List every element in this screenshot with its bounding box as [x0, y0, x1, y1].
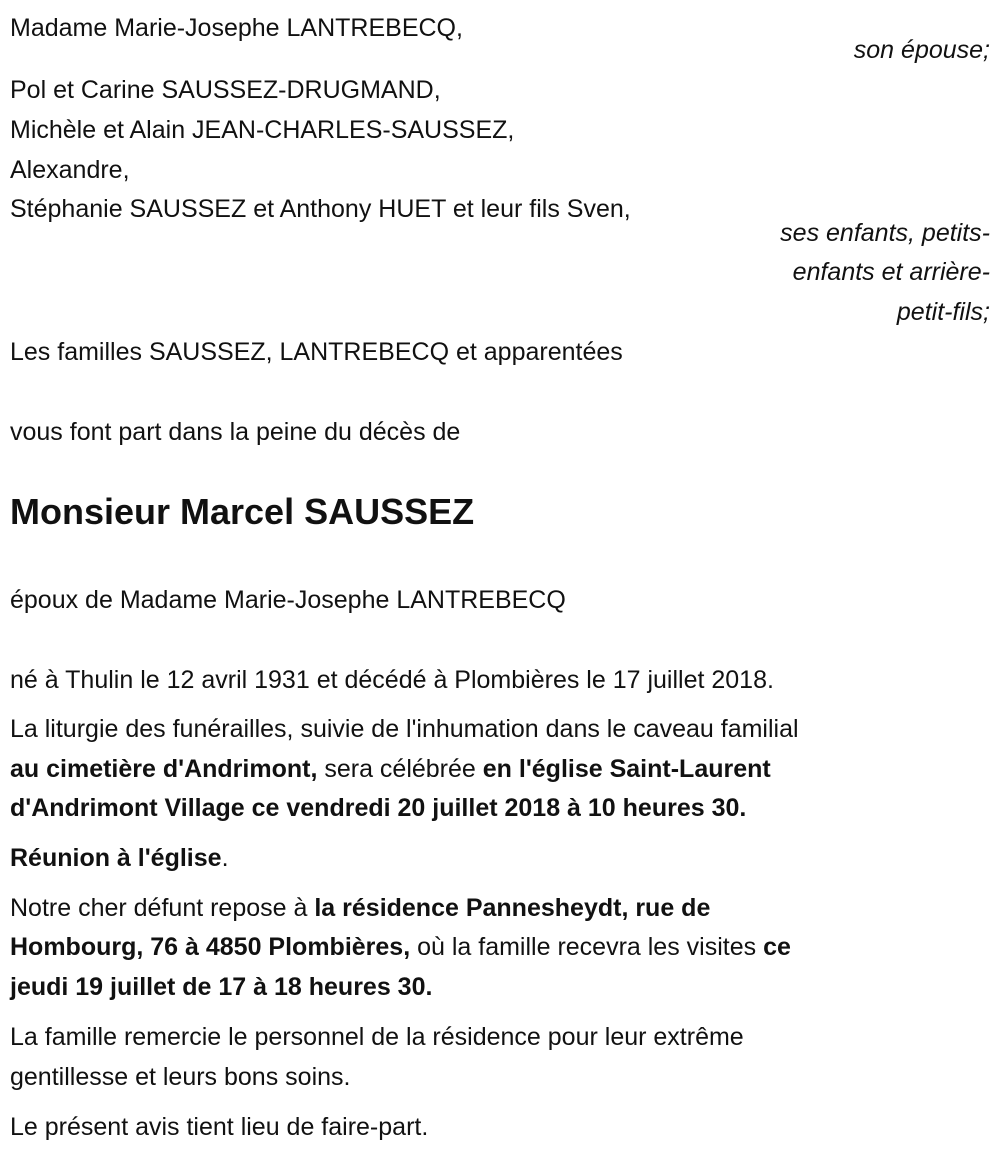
thanks-line: gentillesse et leurs bons soins. — [10, 1063, 351, 1091]
residence: la résidence Pannesheydt, rue de — [314, 894, 711, 922]
church: en l'église Saint-Laurent — [482, 755, 771, 783]
announce-line: vous font part dans la peine du décès de — [10, 418, 461, 446]
child-line: Michèle et Alain JEAN-CHARLES-SAUSSEZ, — [10, 116, 515, 144]
child-line: Alexandre, — [10, 156, 130, 184]
child-line: Stéphanie SAUSSEZ et Anthony HUET et leur fils Sven, — [10, 195, 631, 223]
spouse-line: Madame Marie-Josephe LANTREBECQ, — [10, 14, 463, 42]
children-role: petit-fils; — [896, 298, 990, 326]
liturgy-line — [10, 749, 771, 789]
rest-text: où la famille recevra les visites — [410, 933, 764, 961]
visit-time: jeudi 19 juillet de 17 à 18 heures 30. — [10, 973, 433, 1001]
thanks-line: La famille remercie le personnel de la résidence pour leur extrême — [10, 1023, 744, 1051]
liturgy-line — [10, 788, 746, 828]
visit-time: ce — [763, 933, 791, 961]
children-role: enfants et arrière- — [792, 258, 990, 286]
meeting-text: Réunion à l'église — [10, 844, 222, 872]
ceremony-datetime: d'Andrimont Village ce vendredi 20 juillet 2018 à 10 heures 30. — [10, 794, 747, 822]
meeting-line — [10, 838, 229, 878]
birth-death-line: né à Thulin le 12 avril 1931 et décédé à Plombières le 17 juillet 2018. — [10, 666, 774, 694]
meeting-end: . — [221, 844, 229, 872]
rest-text: Notre cher défunt repose à — [10, 894, 315, 922]
liturgy-text: sera célébrée — [317, 755, 483, 783]
closing-line: Le présent avis tient lieu de faire-part. — [10, 1113, 429, 1141]
rest-line — [10, 967, 432, 1007]
spouse-role: son épouse; — [853, 36, 990, 64]
residence-address: Hombourg, 76 à 4850 Plombières, — [10, 933, 411, 961]
rest-line — [10, 888, 710, 928]
families-line: Les familles SAUSSEZ, LANTREBECQ et apparentées — [10, 338, 623, 366]
rest-line — [10, 927, 791, 967]
cemetery: au cimetière d'Andrimont, — [10, 755, 318, 783]
liturgy-line: La liturgie des funérailles, suivie de l'inhumation dans le caveau familial — [10, 715, 799, 743]
deceased-name: Monsieur Marcel SAUSSEZ — [10, 491, 475, 532]
children-role: ses enfants, petits- — [780, 219, 990, 247]
child-line: Pol et Carine SAUSSEZ-DRUGMAND, — [10, 76, 441, 104]
spouse-of-line: époux de Madame Marie-Josephe LANTREBECQ — [10, 586, 566, 614]
